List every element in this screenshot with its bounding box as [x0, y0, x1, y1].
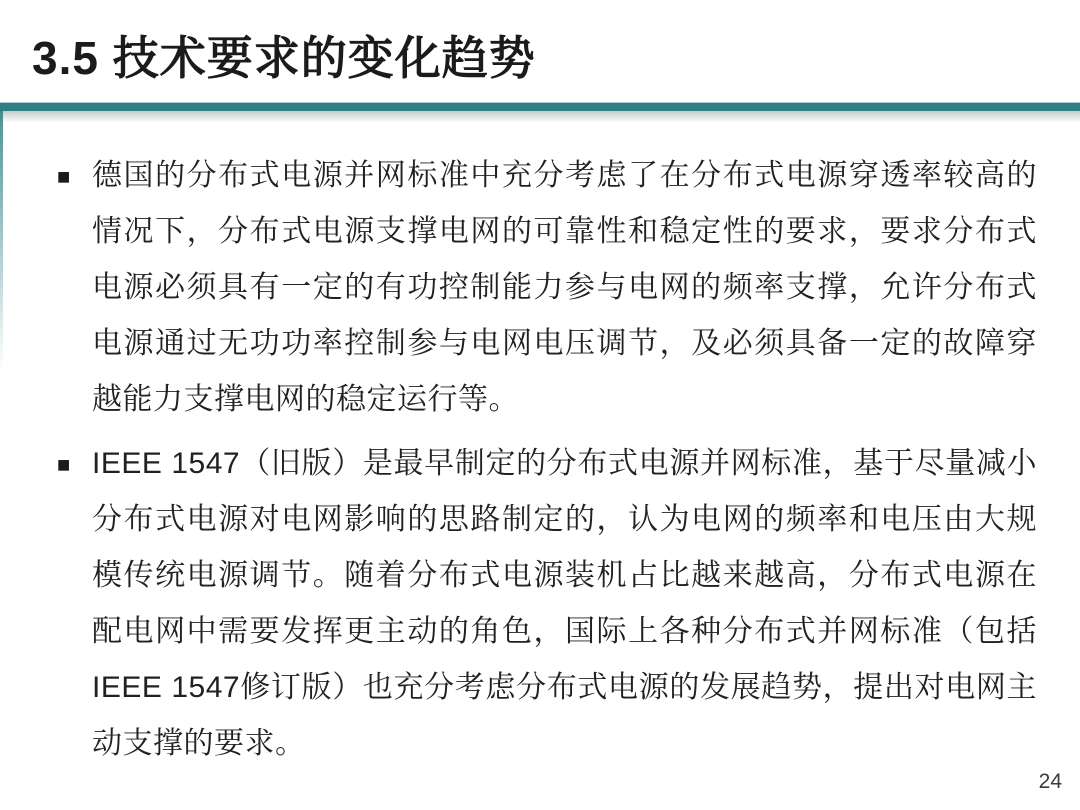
bullet-text-1: 德国的分布式电源并网标准中充分考虑了在分布式电源穿透率较高的情况下，分布式电源支撑电网的可靠性和稳定性的要求，要求分布式电源必须具有一定的有功控制能力参与电网的频率支撑，允许分布式电源通过无功功率控制参与电网电压调节，及必须具备一定的故障穿越能力支撑电网的稳定运行等。 — [92, 159, 1037, 416]
bullet-item — [57, 436, 1037, 772]
bullet-item — [57, 148, 1037, 428]
bullet-square-icon: ■ — [57, 164, 71, 189]
title-divider-shadow — [0, 111, 1080, 123]
slide-title: 3.5 技术要求的变化趋势 — [32, 32, 536, 84]
left-accent-line — [0, 111, 3, 371]
title-divider-bar — [0, 102, 1080, 111]
page-number: 24 — [1038, 770, 1062, 793]
bullet-text-2: IEEE 1547（旧版）是最早制定的分布式电源并网标准，基于尽量减小分布式电源对电网影响的思路制定的，认为电网的频率和电压由大规模传统电源调节。随着分布式电源装机占比越来越高，分布式电源在配电网中需要发挥更主动的角色，国际上各种分布式并网标准（包括IEEE 1547修订版）也充分考虑分布式电源的发展趋势，提出对电网主动支撑的要求。 — [92, 447, 1037, 760]
bullet-square-icon: ■ — [57, 452, 71, 477]
slide-body — [57, 148, 1037, 780]
